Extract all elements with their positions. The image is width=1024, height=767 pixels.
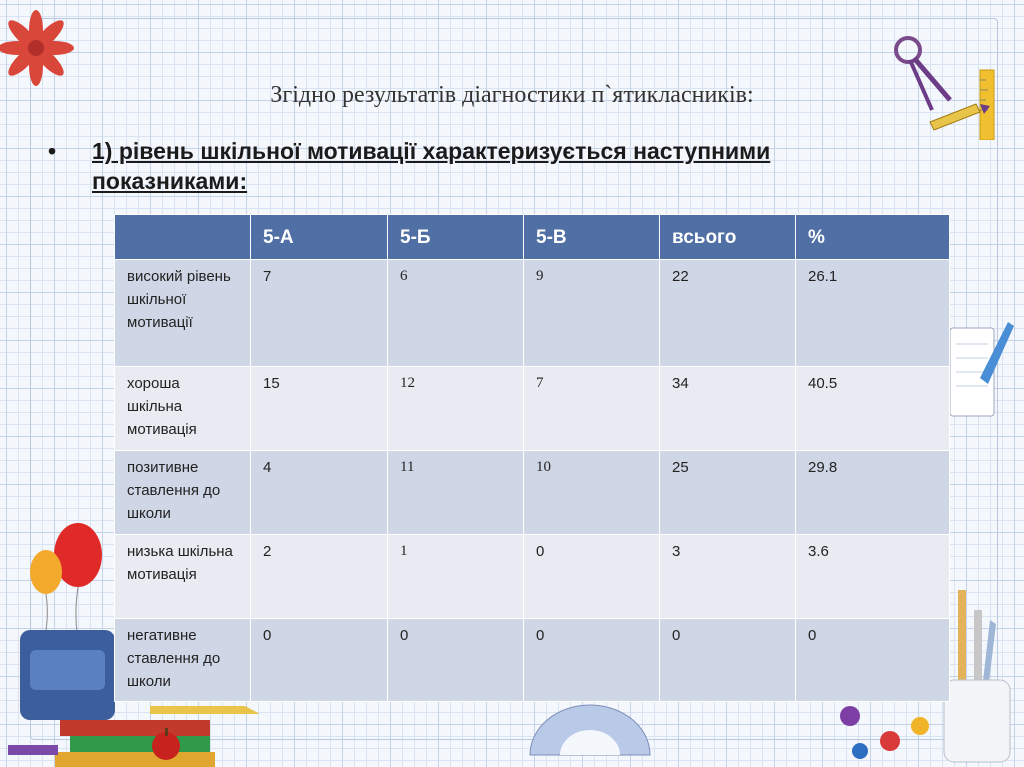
bullet-marker: •	[48, 138, 57, 164]
notebook-pencil-icon	[944, 318, 1014, 428]
table-header-row	[115, 215, 950, 260]
row-label: високий рівень шкільної мотивації	[115, 260, 251, 367]
bullet-point	[48, 136, 848, 196]
table-cell: 34	[660, 367, 796, 451]
table-cell: 11	[388, 451, 524, 535]
table-cell: 7	[524, 367, 660, 451]
row-label: низька шкільна мотивація	[115, 535, 251, 619]
header-cell: 5-Б	[388, 215, 524, 260]
table-cell: 29.8	[796, 451, 950, 535]
table-cell: 3	[660, 535, 796, 619]
apple-icon	[148, 726, 184, 762]
table-row	[115, 367, 950, 451]
protractor-icon	[520, 700, 660, 760]
table-cell: 0	[251, 619, 388, 702]
table-cell: 25	[660, 451, 796, 535]
row-label: хороша шкільна мотивація	[115, 367, 251, 451]
header-cell: %	[796, 215, 950, 260]
table-row	[115, 451, 950, 535]
table-row	[115, 260, 950, 367]
pushpins-icon	[830, 696, 940, 766]
table-row	[115, 619, 950, 702]
table-cell: 10	[524, 451, 660, 535]
table-cell: 1	[388, 535, 524, 619]
table-cell: 26.1	[796, 260, 950, 367]
table-cell: 6	[388, 260, 524, 367]
table-cell: 0	[388, 619, 524, 702]
bullet-text: 1) рівень шкільної мотивації характеризується наступними показниками:	[92, 138, 771, 194]
row-label: негативне ставлення до школи	[115, 619, 251, 702]
table-cell: 12	[388, 367, 524, 451]
table-cell: 0	[524, 619, 660, 702]
table-row	[115, 535, 950, 619]
table-cell: 2	[251, 535, 388, 619]
table-cell: 40.5	[796, 367, 950, 451]
header-cell: всього	[660, 215, 796, 260]
table-cell: 9	[524, 260, 660, 367]
row-label: позитивне ставлення до школи	[115, 451, 251, 535]
table-cell: 4	[251, 451, 388, 535]
table-cell: 22	[660, 260, 796, 367]
flower-icon	[0, 8, 80, 88]
header-cell	[115, 215, 251, 260]
slide-title: Згідно результатів діагностики п`ятикласників:	[270, 82, 754, 108]
table-cell: 0	[796, 619, 950, 702]
table-cell: 3.6	[796, 535, 950, 619]
header-cell: 5-А	[251, 215, 388, 260]
header-cell: 5-В	[524, 215, 660, 260]
motivation-table	[114, 214, 950, 702]
table-cell: 15	[251, 367, 388, 451]
table-cell: 7	[251, 260, 388, 367]
table-cell: 0	[660, 619, 796, 702]
table-cell: 0	[524, 535, 660, 619]
